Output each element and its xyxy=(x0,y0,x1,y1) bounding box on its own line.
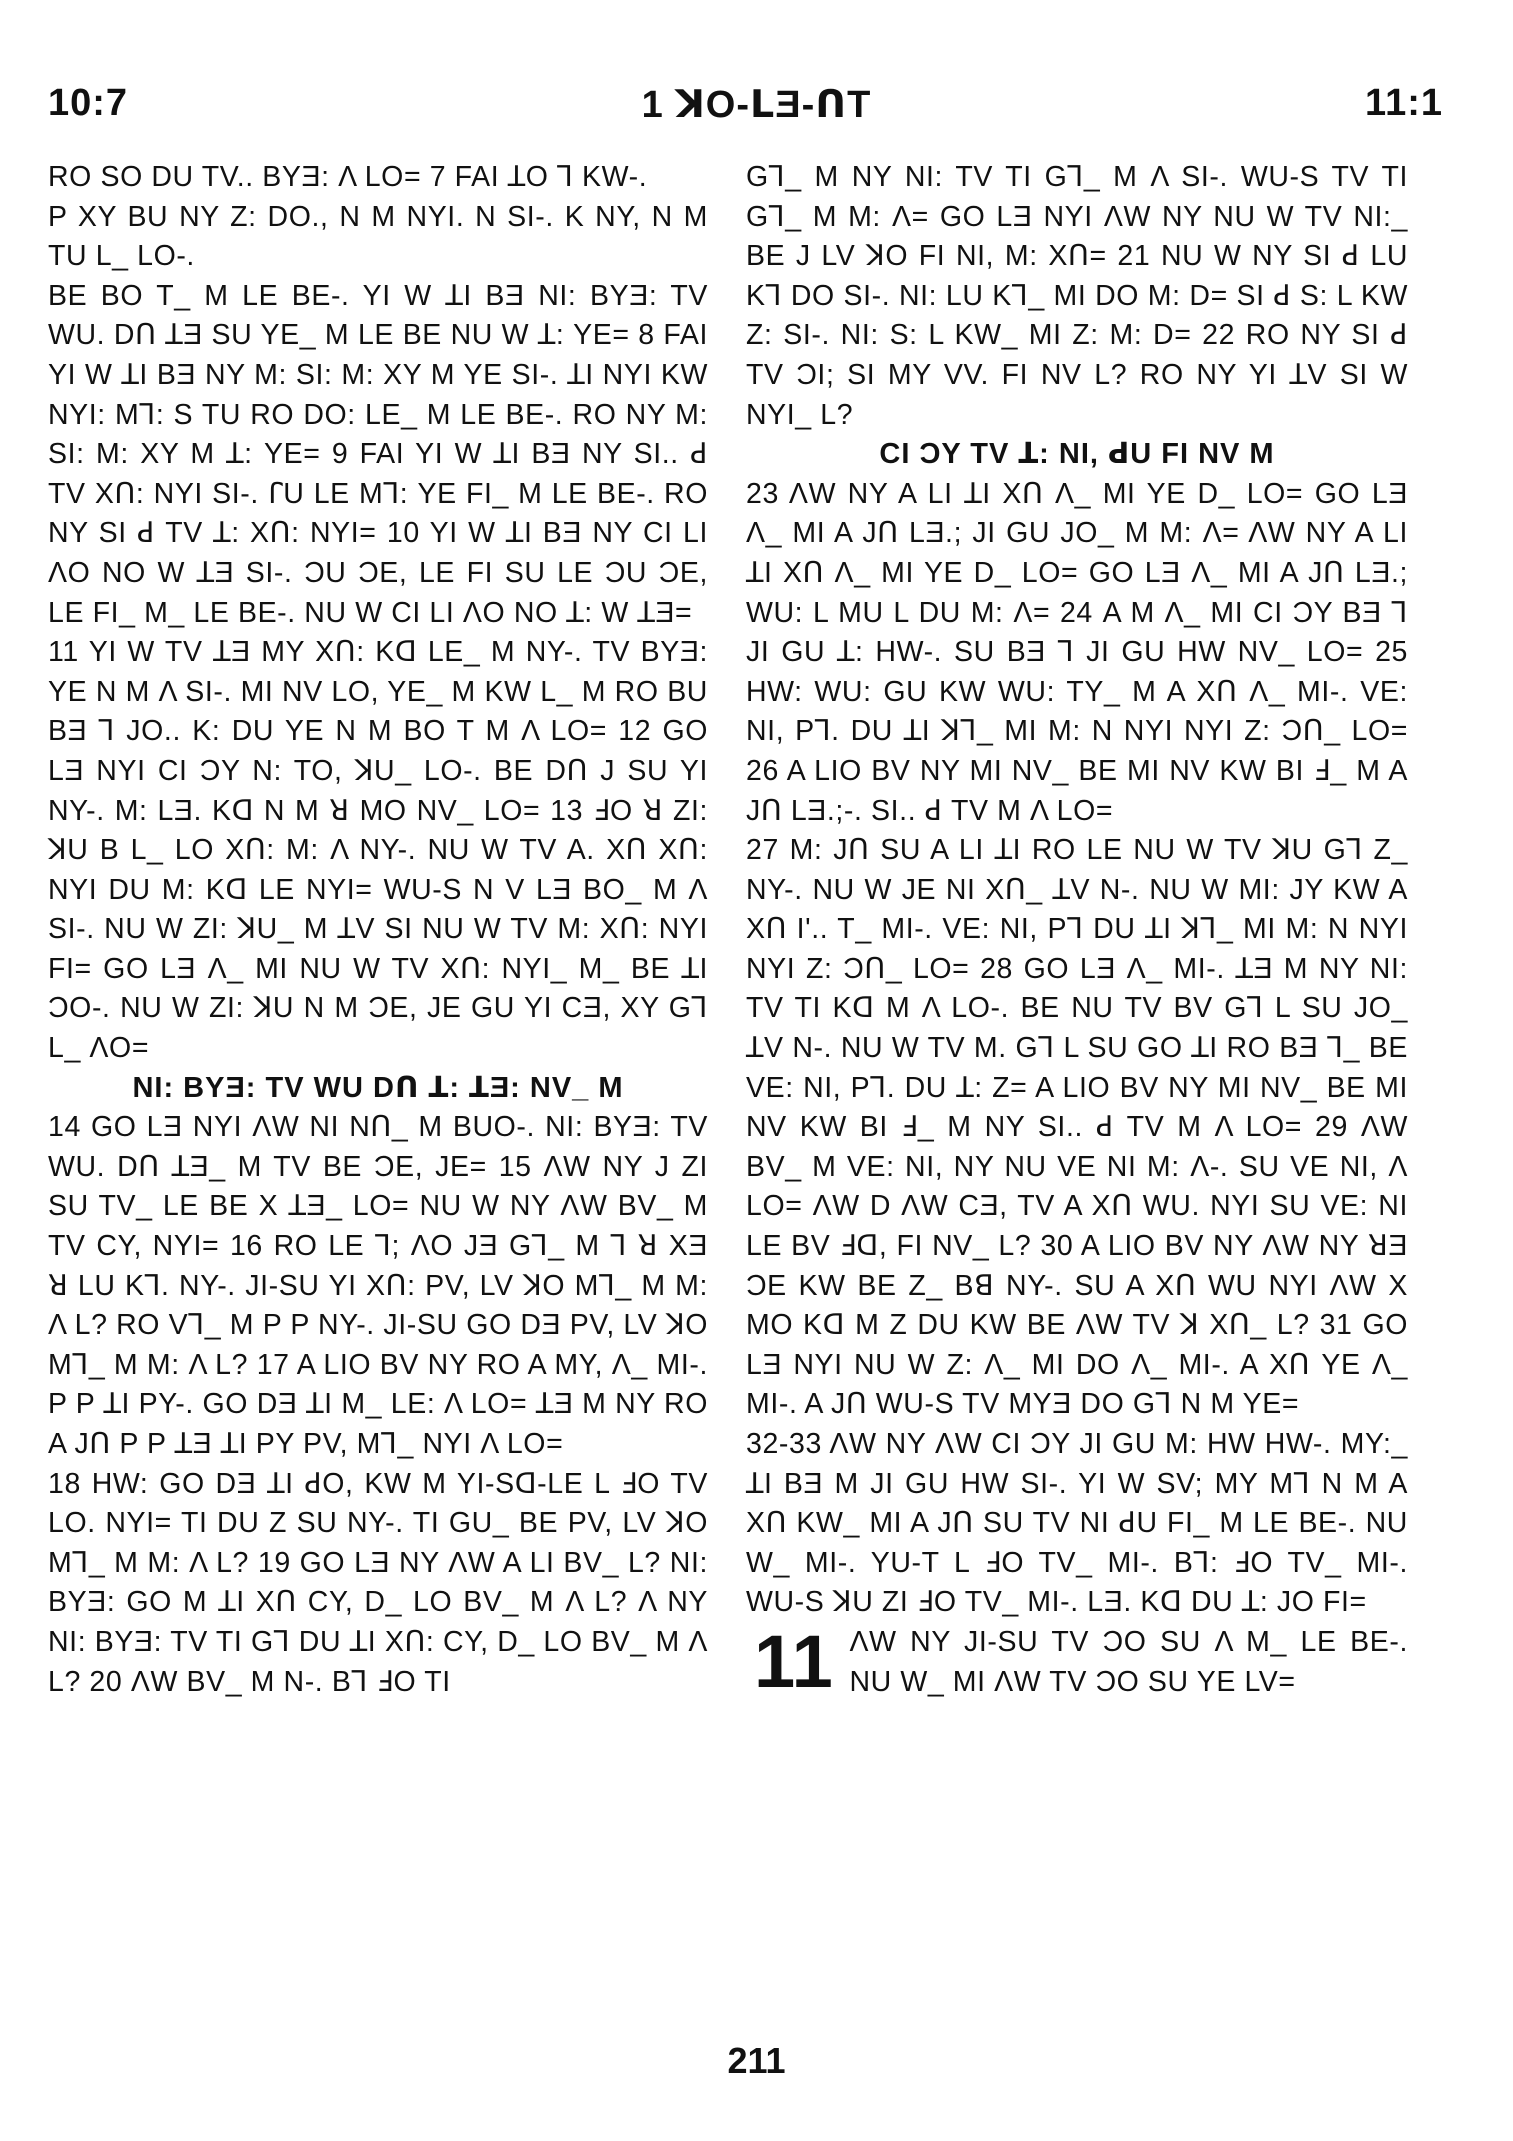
paragraph: 14 GO LƎ NYI ΛW NI Nꓵ_ M BUO-. NI: BYƎ: TV WU. Dꓵ ꓕƎ_ M TV BE ƆE, JE= 15 ΛW NY J ZI SU TV_ LE BE X ꓕƎ_ LO= NU W NY ΛW BV_ M TV CY, NYI= 16 RO LE ꓶ; ΛO JƎ Gꓶ_ M ꓶ ꓤ XƎ ꓤ LU Kꓶ. NY-. JI-SU YI Xꓵ: PV, LV ꓘO Mꓶ_ M M: Λ L? RO Vꓶ_ M P P NY-. JI-SU GO DƎ PV, LV ꓘO Mꓶ_ M M: Λ L? 17 A LIO BV NY RO A MY, Λ_ MI-. P P ꓕI PY-. GO DƎ ꓕI M_ LE: Λ LO= ꓕƎ M NY RO A Jꓵ P P ꓕƎ ꓕI PY PV, Mꓶ_ NYI Λ LO= xyxy=(48,1111,708,1460)
paragraph: Gꓶ_ M NY NI: TV TI Gꓶ_ M Λ SI-. WU-S TV TI Gꓶ_ M M: Λ= GO LƎ NYI ΛW NY NU W TV NI:_ BE J LV ꓘO FI NI, M: Xꓵ= 21 NU W NY SI ꓒ LU Kꓶ DO SI-. NI: LU Kꓶ_ MI DO M: D= SI ꓒ S: L KW Z: SI-. NI: S: L KW_ MI Z: M: D= 22 RO NY SI ꓒ TV ƆI; SI MY VV. FI NV L? RO NY YI ꓕV SI W NYI_ L? xyxy=(746,161,1408,431)
paragraph: BE BO T_ M LE BE-. YI W ꓕI BƎ NI: BYƎ: TV WU. Dꓵ ꓕƎ SU YE_ M LE BE NU W ꓕ: YE= 8 FAI YI W ꓕI BƎ NY M: SI: M: XY M YE SI-. ꓕI NYI KW NYI: Mꓶ: S TU RO DO: LE_ M LE BE-. RO NY M: SI: M: XY M ꓕ: YE= 9 FAI YI W ꓕI BƎ NY SI.. ꓒ TV Xꓵ: NYI SI-. ꓩU LE Mꓶ: YE FI_ M LE BE-. RO NY SI ꓒ TV ꓕ: Xꓵ: NYI= 10 YI W ꓕI BƎ NY CI LI ΛO NO W ꓕƎ SI-. ƆU ƆE, LE FI SU LE ƆU ƆE, LE FI_ M_ LE BE-. NU W CI LI ΛO NO ꓕ: W ꓕƎ= xyxy=(48,279,708,629)
paragraph: 27 M: Jꓵ SU A LI ꓕI RO LE NU W TV ꓘU Gꓶ Z_ NY-. NU W JE NI Xꓵ_ ꓕV N-. NU W MI: JY KW A Xꓵ I'.. T_ MI-. VE: NI, Pꓶ DU ꓕI ꓘꓶ_ MI M: N NYI NYI Z: Ɔꓵ_ LO= 28 GO LƎ Λ_ MI-. ꓕƎ M NY NI: TV TI Kꓷ M Λ LO-. BE NU TV BV Gꓶ L SU JO_ ꓕV N-. NU W TV M. Gꓶ L SU GO ꓕI RO BƎ ꓶ_ BE VE: NI, Pꓶ. DU ꓕ: Z= A LIO BV NY MI NV_ BE MI NV KW BI ꓞ_ M NY SI.. ꓒ TV M Λ LO= 29 ΛW BV_ M VE: NI, NY NU VE NI M: Λ-. SU VE NI, Λ LO= ΛW D ΛW CƎ, TV A Xꓵ WU. NYI SU VE: NI LE BV ꓞꓷ, FI NV_ L? 30 A LIO BV NY ΛW NY ꓤƎ ƆE KW BE Z_ Bꓭ NY-. SU A Xꓵ WU NYI ΛW X MO Kꓷ M Z DU KW BE ΛW TV ꓘ Xꓵ_ L? 31 GO LƎ NYI NU W Z: Λ_ MI DO Λ_ MI-. A Xꓵ YE Λ_ MI-. A Jꓵ WU-S TV MYƎ DO Gꓶ N M YE= xyxy=(746,834,1408,1421)
paragraph: 32-33 ΛW NY ΛW CI ƆY JI GU M: HW HW-. MY:_ ꓕI BƎ M JI GU HW SI-. YI W SV; MY Mꓶ N M A Xꓵ KW_ MI A Jꓵ SU TV NI ꓒU FI_ M LE BE-. NU W_ MI-. YU-T L ꓞO TV_ MI-. Bꓶ: ꓞO TV_ MI-. WU-S ꓘU ZI ꓞO TV_ MI-. LƎ. Kꓷ DU ꓕ: JO FI= xyxy=(746,1428,1408,1619)
chapter-opening-paragraph: ΛW NY JI-SU TV ƆO SU Λ M_ LE BE-. NU W_ MI ΛW TV ƆO SU YE LV= xyxy=(849,1625,1408,1698)
section-heading: NI: BYƎ: TV WU Dꓵ ꓕ: ꓕƎ: NV_ M xyxy=(132,1071,624,1104)
paragraph: RO SO DU TV.. BYƎ: Λ LO= 7 FAI ꓕO ꓶ KW-. xyxy=(48,161,648,193)
paragraph: 18 HW: GO DƎ ꓕI ꓒO, KW M YI-Sꓷ-LE L ꓞO TV LO. NYI= TI DU Z SU NY-. TI GU_ BE PV, LV ꓘO Mꓶ_ M M: Λ L? 19 GO LƎ NY ΛW A LI BV_ L? NI: BYƎ: GO M ꓕI Xꓵ CY, D_ LO BV_ M Λ L? Λ NY NI: BYƎ: TV TI Gꓶ DU ꓕI Xꓵ: CY, D_ LO BV_ M Λ L? 20 ΛW BV_ M N-. Bꓶ ꓞO TI xyxy=(48,1467,708,1698)
running-head-left: 10:7 xyxy=(48,82,129,124)
chapter-start xyxy=(746,1619,1408,1703)
paragraph: P XY BU NY Z: DO., N M NYI. N SI-. K NY, N M TU L_ LO-. xyxy=(48,200,708,273)
page-number: 211 xyxy=(727,2040,786,2081)
paragraph: 23 ΛW NY A LI ꓕI Xꓵ Λ_ MI YE D_ LO= GO LƎ Λ_ MI A Jꓵ LƎ.; JI GU JO_ M M: Λ= ΛW NY A LI ꓕI Xꓵ Λ_ MI YE D_ LO= GO LƎ Λ_ MI A Jꓵ LƎ.; WU: L MU L DU M: Λ= 24 A M Λ_ MI CI ƆY BƎ ꓶ JI GU ꓕ: HW-. SU BƎ ꓶ JI GU HW NV_ LO= 25 HW: WU: GU KW WU: TY_ M A Xꓵ Λ_ MI-. VE: NI, Pꓶ. DU ꓕI ꓘꓶ_ MI M: N NYI NYI Z: Ɔꓵ_ LO= 26 A LIO BV NY MI NV_ BE MI NV KW BI ꓞ_ M A Jꓵ LƎ.;-. SI.. ꓒ TV M Λ LO= xyxy=(746,477,1408,827)
paragraph: 11 YI W TV ꓕƎ MY Xꓵ: Kꓷ LE_ M NY-. TV BYƎ: YE N M Λ SI-. MI NV LO, YE_ M KW L_ M RO BU BƎ ꓶ JO.. K: DU YE N M BO T M Λ LO= 12 GO LƎ NYI CI ƆY N: TO, ꓘU_ LO-. BE Dꓵ J SU YI NY-. M: LƎ. Kꓷ N M ꓤ MO NV_ LO= 13 ꓞO ꓤ ZI: ꓘU B L_ LO Xꓵ: M: Λ NY-. NU W TV A. Xꓵ Xꓵ: NYI DU M: Kꓷ LE NYI= WU-S N V LƎ BO_ M Λ SI-. NU W ZI: ꓘU_ M ꓕV SI NU W TV M: Xꓵ: NYI FI= GO LƎ Λ_ MI NU W TV Xꓵ: NYI_ M_ BE ꓕI ƆO-. NU W ZI: ꓘU N M ƆE, JE GU YI CƎ, XY Gꓶ L_ ΛO= xyxy=(48,636,708,1065)
right-column xyxy=(746,158,1408,1702)
left-column xyxy=(48,158,708,1702)
running-head-book-title: 1 ꓘO-ꓡƎ-ꓵT xyxy=(641,84,872,126)
chapter-number: 11 xyxy=(754,1619,834,1703)
section-heading: CI ƆY TV ꓕ: NI, ꓒU FI NV M xyxy=(879,438,1275,471)
running-head-right: 11:1 xyxy=(1365,82,1443,124)
